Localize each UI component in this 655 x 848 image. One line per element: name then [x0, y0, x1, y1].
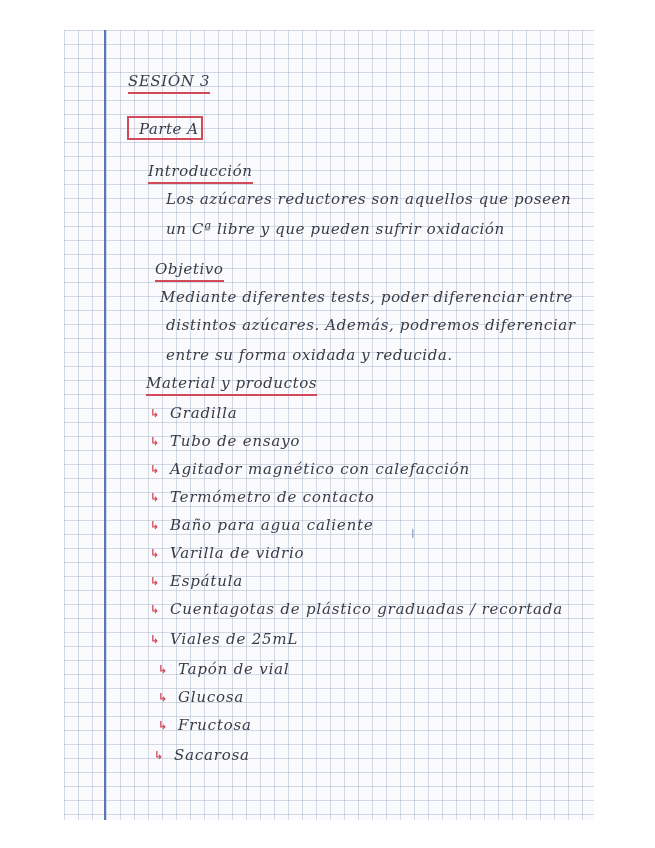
- arrow-bullet-icon: ↳: [158, 718, 168, 732]
- material-item: ↳ Tubo de ensayo: [150, 432, 301, 450]
- material-item: ↳ Espátula: [150, 572, 244, 590]
- arrow-bullet-icon: ↳: [150, 602, 160, 616]
- text-cursor-icon: I: [411, 527, 415, 541]
- material-item: ↳ Gradilla: [150, 404, 238, 422]
- material-item: ↳ Agitador magnético con calefacción: [150, 460, 470, 478]
- material-item: ↳ Cuentagotas de plástico graduadas / recortada: [150, 600, 563, 618]
- objective-heading: Objetivo: [155, 260, 224, 282]
- material-item: ↳ Baño para agua caliente: [150, 516, 374, 534]
- notebook-page: [64, 30, 594, 820]
- arrow-bullet-icon: ↳: [150, 518, 160, 532]
- material-item: ↳ Viales de 25mL: [150, 630, 299, 648]
- margin-line: [104, 30, 106, 820]
- material-item: ↳ Sacarosa: [154, 746, 250, 764]
- intro-line-2: un Cª libre y que pueden sufrir oxidación: [166, 220, 505, 238]
- material-item: ↳ Tapón de vial: [158, 660, 290, 678]
- arrow-bullet-icon: ↳: [150, 434, 160, 448]
- arrow-bullet-icon: ↳: [150, 490, 160, 504]
- intro-heading: Introducción: [148, 162, 253, 184]
- material-item: ↳ Varilla de vidrio: [150, 544, 305, 562]
- arrow-bullet-icon: ↳: [154, 748, 164, 762]
- objective-line-1: Mediante diferentes tests, poder diferenciar entre: [160, 288, 573, 306]
- arrow-bullet-icon: ↳: [150, 574, 160, 588]
- arrow-bullet-icon: ↳: [158, 690, 168, 704]
- session-title: SESIÓN 3: [128, 72, 210, 94]
- material-item: ↳ Termómetro de contacto: [150, 488, 375, 506]
- objective-line-2: distintos azúcares. Además, podremos diferenciar: [166, 316, 576, 334]
- arrow-bullet-icon: ↳: [150, 632, 160, 646]
- material-item: ↳ Fructosa: [158, 716, 252, 734]
- arrow-bullet-icon: ↳: [150, 462, 160, 476]
- part-label: Parte A: [139, 120, 199, 138]
- arrow-bullet-icon: ↳: [150, 546, 160, 560]
- arrow-bullet-icon: ↳: [150, 406, 160, 420]
- intro-line-1: Los azúcares reductores son aquellos que poseen: [166, 190, 572, 208]
- materials-heading: Material y productos: [146, 374, 317, 396]
- material-item: ↳ Glucosa: [158, 688, 245, 706]
- part-box: [127, 116, 203, 140]
- arrow-bullet-icon: ↳: [158, 662, 168, 676]
- objective-line-3: entre su forma oxidada y reducida.: [166, 346, 453, 364]
